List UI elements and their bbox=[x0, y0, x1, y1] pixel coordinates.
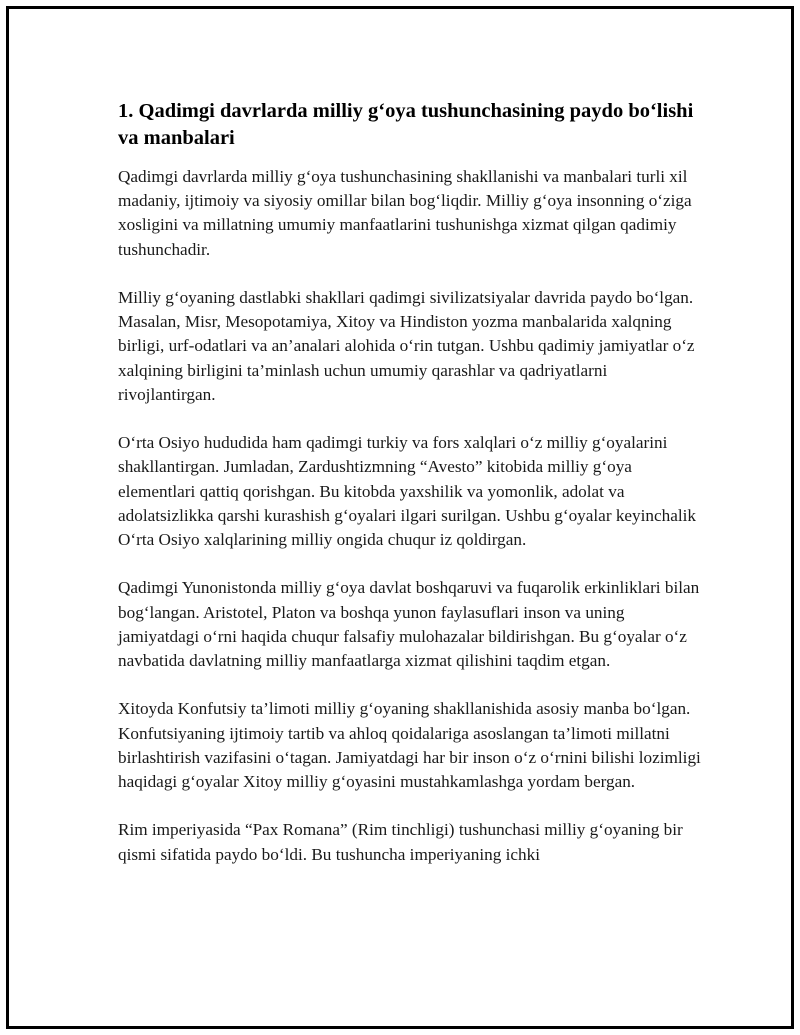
document-body bbox=[118, 98, 703, 867]
paragraph-5: Xitoyda Konfutsiy ta’limoti milliy g‘oyaning shakllanishida asosiy manba bo‘lgan. Konfutsiyaning ijtimoiy tartib va ahloq qoidalariga asoslangan ta’limoti millatni birlashtirish vazifasini o‘tagan. Jamiyatdagi har bir inson o‘z o‘rnini bilishi lozimligi haqidagi g‘oyalar Xitoy milliy g‘oyasini mustahkamlashga yordam bergan. bbox=[118, 699, 701, 792]
section-heading: 1. Qadimgi davrlarda milliy g‘oya tushunchasining paydo bo‘lishi va manbalari bbox=[118, 100, 694, 149]
paragraph-4: Qadimgi Yunonistonda milliy g‘oya davlat boshqaruvi va fuqarolik erkinliklari bilan bog‘langan. Aristotel, Platon va boshqa yunon faylasuflari inson va uning jamiyatdagi o‘rni haqida chuqur falsafiy mulohazalar bildirishgan. Bu g‘oyalar o‘z navbatida davlatning milliy manfaatlarga xizmat qilishini taqdim etgan. bbox=[118, 578, 700, 671]
paragraph-3: O‘rta Osiyo hududida ham qadimgi turkiy va fors xalqlari o‘z milliy g‘oyalarini shakllantirgan. Jumladan, Zardushtizmning “Avesto” kitobida milliy g‘oya elementlari qattiq qorishgan. Bu kitobda yaxshilik va yomonlik, adolat va adolatsizlikka qarshi kurashish g‘oyalari ilgari surilgan. Ushbu g‘oyalar keyinchalik O‘rta Osiyo xalqlarining milliy ongida chuqur iz qoldirgan. bbox=[118, 433, 697, 550]
page-frame bbox=[6, 6, 794, 1029]
paragraph-1: Qadimgi davrlarda milliy g‘oya tushunchasining shakllanishi va manbalari turli xil madaniy, ijtimoiy va siyosiy omillar bilan bog‘liqdir. Milliy g‘oya insonning o‘ziga xosligini va millatning umumiy manfaatlarini tushunishga xizmat qilgan qadimiy tushunchadir. bbox=[118, 167, 692, 259]
paragraph-2: Milliy g‘oyaning dastlabki shakllari qadimgi sivilizatsiyalar davrida paydo bo‘lgan. Masalan, Misr, Mesopotamiya, Xitoy va Hindiston yozma manbalarida xalqning birligi, urf-odatlari va an’analari alohida o‘rin tutgan. Ushbu qadimiy jamiyatlar o‘z xalqining birligini ta’minlash uchun umumiy qarashlar va qadriyatlarni rivojlantirgan. bbox=[118, 288, 695, 404]
paragraph-6: Rim imperiyasida “Pax Romana” (Rim tinchligi) tushunchasi milliy g‘oyaning bir qismi sifatida paydo bo‘ldi. Bu tushuncha imperiyaning ichki bbox=[118, 820, 683, 864]
